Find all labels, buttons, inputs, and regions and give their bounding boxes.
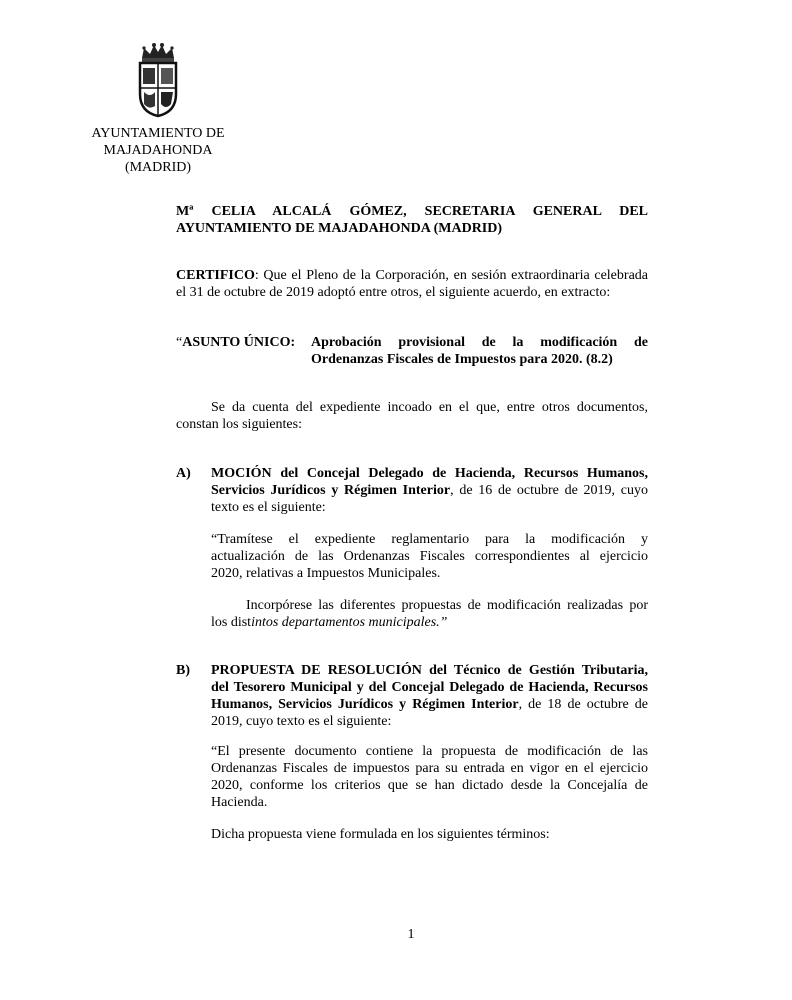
item-a-heading-bold-2: Servicios Jurídicos y Régimen Interior	[211, 483, 451, 498]
certifico-paragraph	[176, 267, 648, 301]
asunto-line-1: Aprobación provisional de la modificación de	[311, 335, 648, 350]
item-b-paragraph-2	[211, 826, 648, 843]
certifico-label: CERTIFICO	[176, 268, 255, 283]
item-b-heading	[211, 662, 648, 730]
certifico-line-2: el 31 de octubre de 2019 adoptó entre otros, el siguiente acuerdo, en extracto:	[176, 285, 611, 300]
asunto-label-text: ASUNTO ÚNICO:	[182, 335, 296, 350]
item-a-heading-line-2	[211, 482, 648, 499]
town-hall-line-3: (MADRID)	[124, 160, 192, 175]
town-hall-name	[78, 125, 238, 176]
item-b-p1-line-3: 2020, conforme los criterios que se han dictado desde la Concejalía de	[211, 778, 648, 793]
item-b-heading-rest-3: , de 18 de octubre de	[518, 697, 649, 712]
intro-line-2: constan los siguientes:	[176, 417, 302, 432]
item-a-quote-2-line-2a: los dist	[211, 615, 252, 630]
town-hall-line-2: MAJADAHONDA	[103, 143, 213, 158]
item-b-p2-line-1: Dicha propuesta viene formulada en los siguientes términos:	[211, 827, 550, 842]
certifico-text-1: : Que el Pleno de la Corporación, en sesión extraordinaria celebrada	[254, 268, 648, 283]
asunto-open-quote: “	[176, 335, 183, 350]
item-a-quote-1-line-1: “Tramítese el expediente reglamentario para la modificación y	[211, 532, 648, 547]
asunto-label	[176, 334, 295, 351]
item-a-heading	[211, 465, 648, 516]
item-b-p1-line-4: Hacienda.	[211, 795, 268, 810]
item-a-quote-1-line-2: actualización de las Ordenanzas Fiscales correspondientes al ejercicio	[211, 549, 648, 564]
item-b-heading-line-3	[211, 696, 648, 713]
page-number: 1	[407, 927, 415, 942]
item-a-quote-1-line-3: 2020, relativas a Impuestos Municipales.	[211, 566, 441, 581]
asunto-title	[311, 334, 648, 368]
item-a-quote-1	[211, 531, 648, 582]
asunto-line-2: Ordenanzas Fiscales de Impuestos para 2020. (8.2)	[311, 352, 613, 367]
item-a-heading-rest-2: , de 16 de octubre de 2019, cuyo	[450, 483, 648, 498]
item-a-heading-line-1: MOCIÓN del Concejal Delegado de Hacienda, Recursos Humanos,	[211, 466, 648, 481]
item-b-heading-line-4: 2019, cuyo texto es el siguiente:	[211, 714, 392, 729]
item-b-letter: B)	[176, 663, 190, 678]
item-b-heading-line-2: del Tesorero Municipal y del Concejal Delegado de Hacienda, Recursos	[211, 680, 648, 695]
municipal-coat-of-arms	[134, 42, 182, 118]
item-b-paragraph-1	[211, 743, 648, 811]
certifico-line-1	[176, 267, 648, 284]
item-b-heading-line-1: PROPUESTA DE RESOLUCIÓN del Técnico de Gestión Tributaria,	[211, 663, 648, 678]
item-a-letter: A)	[176, 466, 191, 481]
town-hall-line-1: AYUNTAMIENTO DE	[91, 126, 225, 141]
item-b-heading-bold-3: Humanos, Servicios Jurídicos y Régimen Interior	[211, 697, 519, 712]
item-a-heading-line-3: texto es el siguiente:	[211, 500, 326, 515]
signatory-line-1: Mª CELIA ALCALÁ GÓMEZ, SECRETARIA GENERAL DEL	[176, 204, 648, 219]
item-a-quote-2-line-1: Incorpórese las diferentes propuestas de modificación realizadas por	[246, 598, 648, 613]
intro-line-1: Se da cuenta del expediente incoado en el que, entre otros documentos,	[211, 400, 648, 415]
item-a-quote-2-line-2	[211, 614, 648, 631]
item-a-quote-2	[211, 597, 648, 631]
item-b-p1-line-1: “El presente documento contiene la propuesta de modificación de las	[211, 744, 648, 759]
intro-paragraph	[176, 399, 648, 433]
signatory-block	[176, 203, 648, 237]
item-a-quote-2-line-2b: intos departamentos municipales.”	[251, 615, 448, 630]
signatory-line-2: AYUNTAMIENTO DE MAJADAHONDA (MADRID)	[176, 221, 503, 236]
item-b-p1-line-2: Ordenanzas Fiscales de impuestos para su entrada en vigor en el ejercicio	[211, 761, 648, 776]
